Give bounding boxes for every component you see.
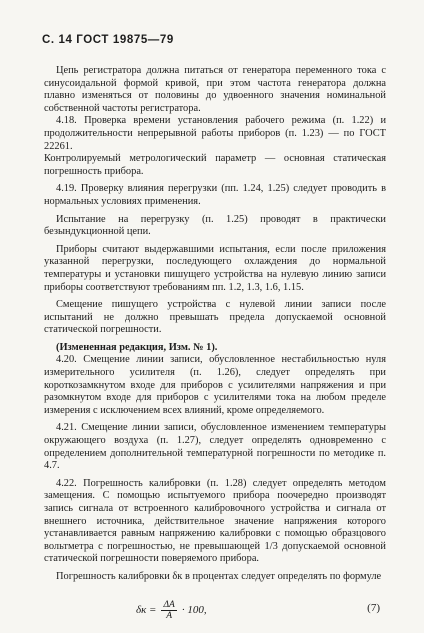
amendment-note: (Измененная редакция, Изм. № 1). (56, 341, 218, 353)
formula-numerator: ΔA (163, 599, 175, 610)
formula-number: (7) (367, 601, 380, 614)
paragraph-pass-criteria: Приборы считают выдержавшими испытания, если после приложения указанной перегрузки, последующего охлаждения до нормальной температуры и установки пишущего устройства на нулевую линию записи приборы соответствуют требованиям пп. 1.2, 1.3, 1.6, 1.15. (44, 243, 386, 293)
formula-fraction (161, 600, 176, 621)
paragraph-4-21: 4.21. Смещение линии записи, обусловленное изменением температуры окружающего воздуха (п. 1.27), следует определять одновременно с определением дополнительной температурной погрешности по методике п. 4.7. (44, 422, 386, 472)
formula-rhs: · 100, (181, 604, 207, 617)
paragraph-calibration-formula-intro: Погрешность калибровки δк в процентах следует определять по формуле (56, 570, 382, 582)
paragraph-metrological-parameter: Контролируемый метрологический параметр — основная статическая погрешность прибора. (44, 153, 386, 177)
page-header: С. 14 ГОСТ 19875—79 (42, 34, 174, 46)
formula-7 (44, 596, 386, 622)
formula-denominator: A (166, 610, 173, 621)
paragraph-4-22: 4.22. Погрешность калибровки (п. 1.28) следует определять методом замещения. С помощью испытуемого прибора поочередно производят запись сигнала от встроенного калибровочного устройства и сигнала от внешнего источника, действительное значение напряжения которого устанавливается равным напряжению калибровки с помощью образцового вольтметра с погрешностью, не превышающей 1/3 допускаемой основной статической погрешности поверяемого прибора. (44, 477, 386, 565)
formula-lhs: δк = (136, 604, 157, 617)
paragraph-overload-test: Испытание на перегрузку (п. 1.25) проводят в практически безындукционной цепи. (44, 213, 386, 238)
paragraph-pen-offset: Смещение пишущего устройства с нулевой линии записи после испытаний не должно превышать предела допускаемой основной статической погрешности. (44, 299, 386, 336)
paragraph-generator: Цепь регистратора должна питаться от генератора переменного тока с синусоидальной формой кривой, при этом частота генератора должна плавно изменяться от половины до удвоенного значения номинальной собственной частоты регистратора. (44, 65, 386, 114)
paragraph-4-19: 4.19. Проверку влияния перегрузки (пп. 1.24, 1.25) следует проводить в нормальных условиях применения. (44, 183, 386, 207)
paragraph-4-18: 4.18. Проверка времени установления рабочего режима (п. 1.22) и продолжительности непрерывной работы приборов (п. 1.23) — по ГОСТ 22261. (44, 115, 386, 152)
formula-expression (136, 600, 207, 621)
paragraph-4-20: 4.20. Смещение линии записи, обусловленное нестабильностью нуля измерительного усилителя (п. 1.26), следует определять при короткозамкнутом входе для приборов с усилителями напряжения и при разомкнутом входе для приборов с усилителями тока на любом пределе измерения с исключением всех влияний, кроме определяемого. (44, 354, 386, 416)
